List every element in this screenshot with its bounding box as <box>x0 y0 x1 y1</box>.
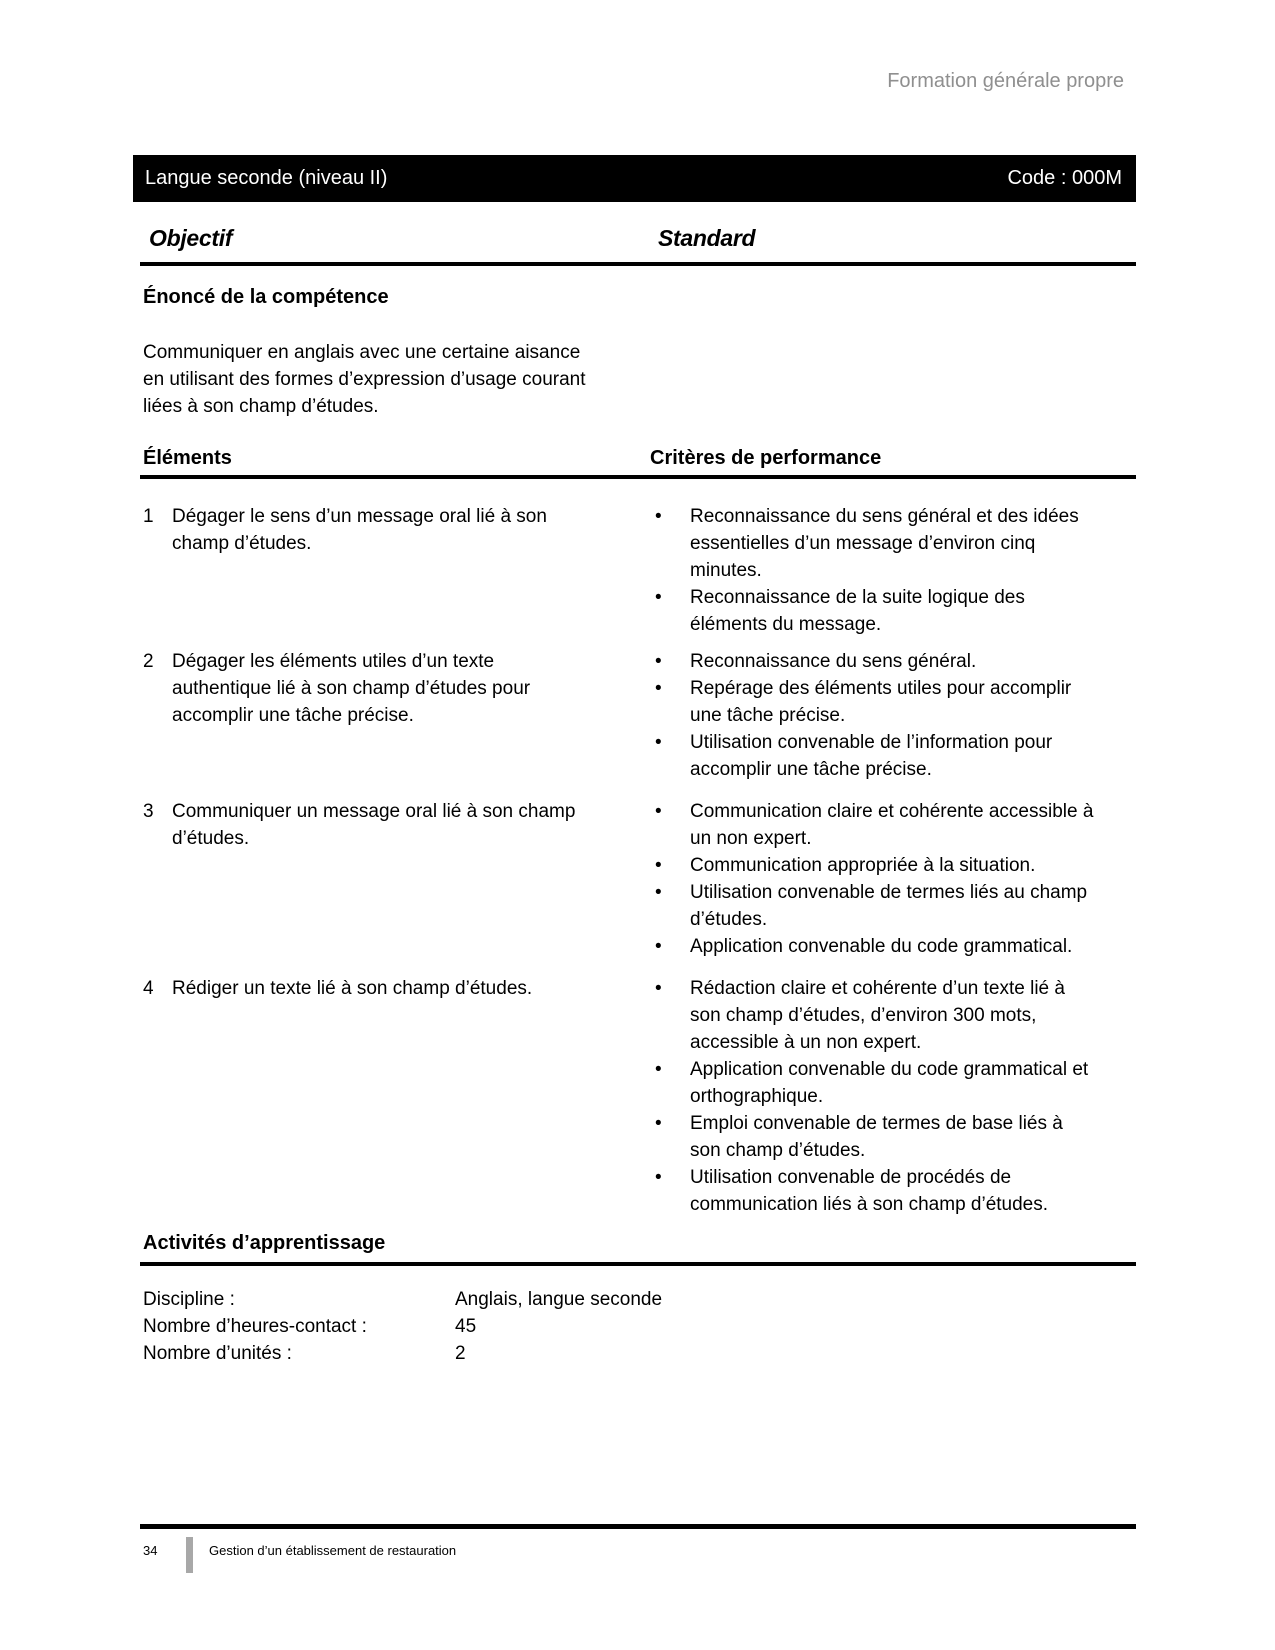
criteria-text: Communication claire et cohérente accessible à un non expert. <box>690 801 1094 849</box>
element-text: Communiquer un message oral lié à son champ d’études. <box>172 801 576 849</box>
criteria-list <box>650 503 1100 638</box>
element-number: 1 <box>143 506 154 527</box>
field-value: 45 <box>455 1316 477 1337</box>
element-number: 2 <box>143 651 154 672</box>
criteria-text: Application convenable du code grammatical et orthographique. <box>690 1059 1089 1107</box>
bullet-icon: • <box>655 506 662 527</box>
criteria-list <box>650 975 1100 1218</box>
course-code: Code : 000M <box>1007 167 1122 189</box>
elements-column-header: Éléments <box>143 447 232 469</box>
field-row <box>143 1313 662 1340</box>
bullet-icon: • <box>655 651 662 672</box>
competence-heading: Énoncé de la compétence <box>143 286 389 308</box>
criteria-text: Communication appropriée à la situation. <box>690 855 1036 876</box>
footer-divider <box>186 1537 193 1573</box>
criteria-list <box>650 798 1100 960</box>
criteria-column-header: Critères de performance <box>650 447 882 469</box>
element-text: Dégager le sens d’un message oral lié à son champ d’études. <box>172 506 547 554</box>
criteria-item <box>650 648 1100 675</box>
table-column-headers <box>140 447 1136 479</box>
bullet-icon: • <box>655 587 662 608</box>
field-value: 2 <box>455 1343 466 1364</box>
criteria-item <box>650 1056 1100 1110</box>
element-cell <box>143 648 584 729</box>
bullet-icon: • <box>655 801 662 822</box>
criteria-item <box>650 584 1100 638</box>
bullet-icon: • <box>655 978 662 999</box>
criteria-text: Rédaction claire et cohérente d’un texte lié à son champ d’études, d’environ 300 mots, accessible à un non expert. <box>690 978 1065 1053</box>
criteria-text: Reconnaissance du sens général. <box>690 651 977 672</box>
element-number: 4 <box>143 978 154 999</box>
criteria-text: Utilisation convenable de termes liés au champ d’études. <box>690 882 1088 930</box>
bullet-icon: • <box>655 855 662 876</box>
criteria-text: Reconnaissance du sens général et des idées essentielles d’un message d’environ cinq minutes. <box>690 506 1079 581</box>
criteria-item <box>650 798 1100 852</box>
bullet-icon: • <box>655 882 662 903</box>
criteria-item <box>650 933 1100 960</box>
course-title-bar <box>133 155 1136 202</box>
criteria-item <box>650 503 1100 584</box>
criteria-text: Emploi convenable de termes de base liés à son champ d’études. <box>690 1113 1063 1161</box>
criteria-text: Reconnaissance de la suite logique des éléments du message. <box>690 587 1025 635</box>
element-cell <box>143 975 584 1002</box>
bullet-icon: • <box>655 678 662 699</box>
objectif-standard-header <box>140 223 1136 266</box>
criteria-text: Utilisation convenable de l’information pour accomplir une tâche précise. <box>690 732 1053 780</box>
bullet-icon: • <box>655 936 662 957</box>
criteria-item <box>650 729 1100 783</box>
element-text: Dégager les éléments utiles d’un texte authentique lié à son champ d’études pour accomplir une tâche précise. <box>172 651 531 726</box>
element-text: Rédiger un texte lié à son champ d’études. <box>172 978 533 999</box>
criteria-text: Application convenable du code grammatical. <box>690 936 1073 957</box>
page-footer <box>143 1537 456 1573</box>
field-label: Nombre d’heures-contact : <box>143 1316 367 1337</box>
field-value: Anglais, langue seconde <box>455 1289 663 1310</box>
bullet-icon: • <box>655 1113 662 1134</box>
criteria-item <box>650 879 1100 933</box>
bullet-icon: • <box>655 1167 662 1188</box>
element-cell <box>143 503 584 557</box>
element-number: 3 <box>143 801 154 822</box>
bullet-icon: • <box>655 1059 662 1080</box>
course-title: Langue seconde (niveau II) <box>145 167 388 189</box>
running-header: Formation générale propre <box>887 70 1124 92</box>
page-number: 34 <box>143 1543 158 1558</box>
criteria-text: Repérage des éléments utiles pour accomplir une tâche précise. <box>690 678 1072 726</box>
element-cell <box>143 798 584 852</box>
document-title: Gestion d’un établissement de restauration <box>209 1543 457 1558</box>
criteria-text: Utilisation convenable de procédés de communication liés à son champ d’études. <box>690 1167 1049 1215</box>
activities-heading-rule <box>140 1232 1136 1266</box>
competence-statement: Communiquer en anglais avec une certaine aisance en utilisant des formes d’expression d’usage courant liées à son champ d’études. <box>143 342 586 417</box>
criteria-item <box>650 1164 1100 1218</box>
field-label: Discipline : <box>143 1289 235 1310</box>
criteria-item <box>650 975 1100 1056</box>
footer-rule <box>140 1524 1136 1529</box>
field-row <box>143 1340 662 1367</box>
objectif-heading: Objectif <box>149 225 233 251</box>
criteria-item <box>650 852 1100 879</box>
field-label: Nombre d’unités : <box>143 1343 292 1364</box>
bullet-icon: • <box>655 732 662 753</box>
criteria-item <box>650 1110 1100 1164</box>
criteria-list <box>650 648 1100 783</box>
field-row <box>143 1286 662 1313</box>
activities-heading: Activités d’apprentissage <box>143 1232 386 1254</box>
activities-fields <box>143 1286 662 1367</box>
criteria-item <box>650 675 1100 729</box>
standard-heading: Standard <box>658 225 756 251</box>
